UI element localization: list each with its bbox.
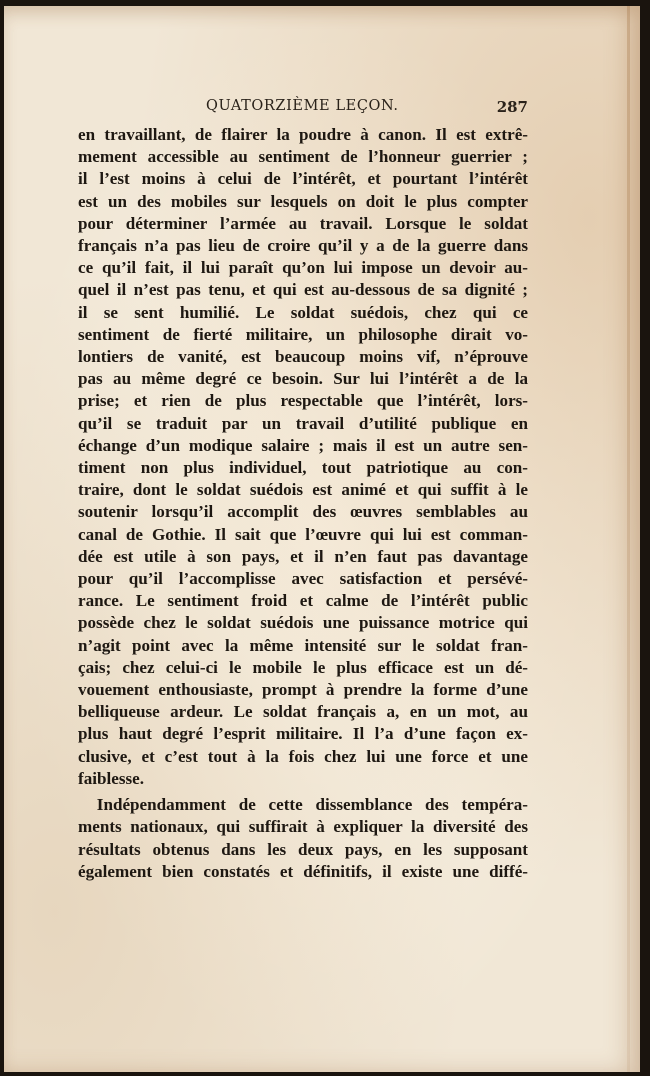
text-line: possède chez le soldat suédois une puissance motrice qui (78, 613, 528, 633)
text-line: en travaillant, de flairer la poudre à canon. Il est extrê- (78, 125, 528, 144)
text-line: plus haut degré l’esprit militaire. Il l’a d’une façon ex- (78, 724, 528, 744)
running-header (78, 98, 528, 118)
text-line: lontiers de vanité, est beaucoup moins vif, n’éprouve (78, 347, 528, 367)
page-number: 287 (496, 98, 528, 116)
running-title: QUATORZIÈME LEÇON. (206, 98, 399, 114)
text-line: n’agit point avec la même intensité sur le soldat fran- (78, 635, 528, 655)
text-line: échange d’un modique salaire ; mais il est un autre sen- (78, 435, 528, 455)
text-line: français n’a pas lieu de croire qu’il y a de la guerre dans (78, 236, 528, 256)
book-page (4, 6, 640, 1072)
text-line: pour qu’il l’accomplisse avec satisfaction et persévé- (78, 569, 528, 589)
text-line: çais; chez celui-ci le mobile le plus efficace est un dé- (78, 657, 528, 677)
text-line: timent non plus individuel, tout patriotique au con- (78, 458, 528, 478)
text-line: est un des mobiles sur lesquels on doit le plus compter (78, 191, 528, 211)
text-line: également bien constatés et définitifs, il existe une diffé- (78, 861, 528, 881)
text-line: résultats obtenus dans les deux pays, en les supposant (78, 839, 528, 859)
text-line: qu’il se traduit par un travail d’utilité publique en (78, 413, 528, 433)
paragraph-2 (78, 794, 528, 883)
text-line: ments nationaux, qui suffirait à expliquer la diversité des (78, 817, 528, 837)
text-line: traire, dont le soldat suédois est animé et qui suffit à le (78, 480, 528, 500)
text-line: canal de Gothie. Il sait que l’œuvre qui lui est comman- (78, 524, 528, 544)
text-line: pas au même degré ce besoin. Sur lui l’intérêt a de la (78, 369, 528, 389)
text-line: sentiment de fierté militaire, un philosophe dirait vo- (78, 324, 528, 344)
text-line: il se sent humilié. Le soldat suédois, chez qui ce (78, 302, 528, 322)
page-edge-shadow (627, 6, 630, 1072)
text-line: rance. Le sentiment froid et calme de l’intérêt public (78, 591, 528, 611)
body-text (78, 124, 528, 883)
text-line: il l’est moins à celui de l’intérêt, et pourtant l’intérêt (78, 169, 528, 189)
text-line: quel il n’est pas tenu, et qui est au-dessous de sa dignité ; (78, 280, 528, 300)
text-line: faiblesse. (78, 768, 144, 788)
text-line: soutenir lorsqu’il accomplit des œuvres semblables au (78, 502, 528, 522)
text-line: belliqueuse ardeur. Le soldat français a, en un mot, au (78, 702, 528, 722)
text-line: prise; et rien de plus respectable que l’intérêt, lors- (78, 391, 528, 411)
text-line: clusive, et c’est tout à la fois chez lui une force et une (78, 746, 528, 766)
text-line: dée est utile à son pays, et il n’en faut pas davantage (78, 546, 528, 566)
paragraph-1 (78, 124, 528, 790)
text-line: Indépendamment de cette dissemblance des tempéra- (96, 795, 528, 815)
text-line: mement accessible au sentiment de l’honneur guerrier ; (78, 147, 528, 167)
text-line: pour déterminer l’armée au travail. Lorsque le soldat (78, 213, 528, 233)
text-line: ce qu’il fait, il lui paraît qu’on lui impose un devoir au- (78, 258, 528, 278)
text-line: vouement enthousiaste, prompt à prendre la forme d’une (78, 680, 528, 700)
